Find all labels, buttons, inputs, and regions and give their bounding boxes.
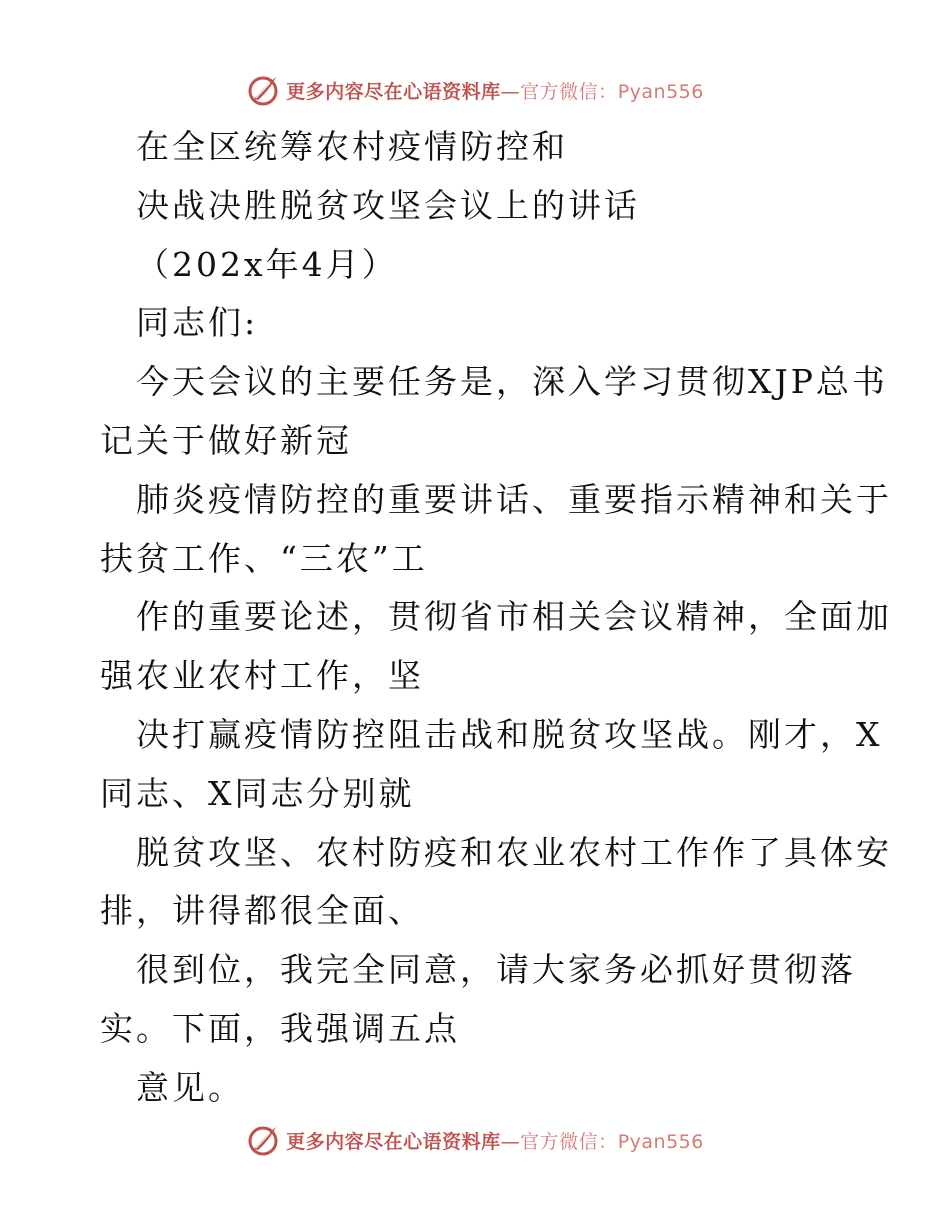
doc-paragraph-line: 脱贫攻坚、农村防疫和农业农村工作作了具体安 [136,832,892,872]
feather-pen-logo-icon [246,73,280,107]
document-body [100,118,892,1118]
doc-paragraph-line: 决打赢疫情防控阻击战和脱贫攻坚战。刚才，X [136,714,883,754]
header-watermark [0,70,950,110]
watermark-wechat-label: 官方微信： [520,80,618,103]
watermark-text [286,77,704,104]
watermark-wechat-id: Pyan556 [617,1130,704,1153]
doc-title-line-2: 决战决胜脱贫攻坚会议上的讲话 [136,185,640,225]
watermark-text [286,1127,704,1154]
watermark-wechat-label: 官方微信： [520,1130,618,1153]
doc-paragraph-line: 同志、X同志分别就 [100,773,415,813]
doc-paragraph-line: 意见。 [136,1067,244,1107]
doc-date: （202x年4月） [136,244,398,284]
doc-paragraph-line: 排，讲得都很全面、 [100,891,424,931]
watermark-brand: 更多内容尽在心语资料库 [286,1130,501,1153]
watermark-group [246,73,704,107]
doc-salutation: 同志们: [136,303,259,343]
doc-title-line-1: 在全区统筹农村疫情防控和 [136,127,568,166]
doc-paragraph-line: 强农业农村工作，坚 [100,656,424,696]
footer-watermark [0,1120,950,1160]
doc-paragraph-line: 实。下面，我强调五点 [100,1008,460,1048]
watermark-separator: — [500,1130,521,1153]
doc-paragraph-line: 今天会议的主要任务是，深入学习贯彻XJP总书 [136,362,888,402]
watermark-group [246,1123,704,1157]
doc-paragraph-line: 作的重要论述，贯彻省市相关会议精神，全面加 [136,597,892,637]
feather-pen-logo-icon [246,1123,280,1157]
doc-paragraph-line: 很到位，我完全同意，请大家务必抓好贯彻落 [136,950,856,990]
doc-paragraph-line: 肺炎疫情防控的重要讲话、重要指示精神和关于 [136,479,892,519]
doc-paragraph-line: 扶贫工作、“三农”工 [100,538,428,578]
watermark-separator: — [500,80,521,103]
doc-paragraph-line: 记关于做好新冠 [100,420,352,460]
watermark-brand: 更多内容尽在心语资料库 [286,80,501,103]
watermark-wechat-id: Pyan556 [617,80,704,103]
